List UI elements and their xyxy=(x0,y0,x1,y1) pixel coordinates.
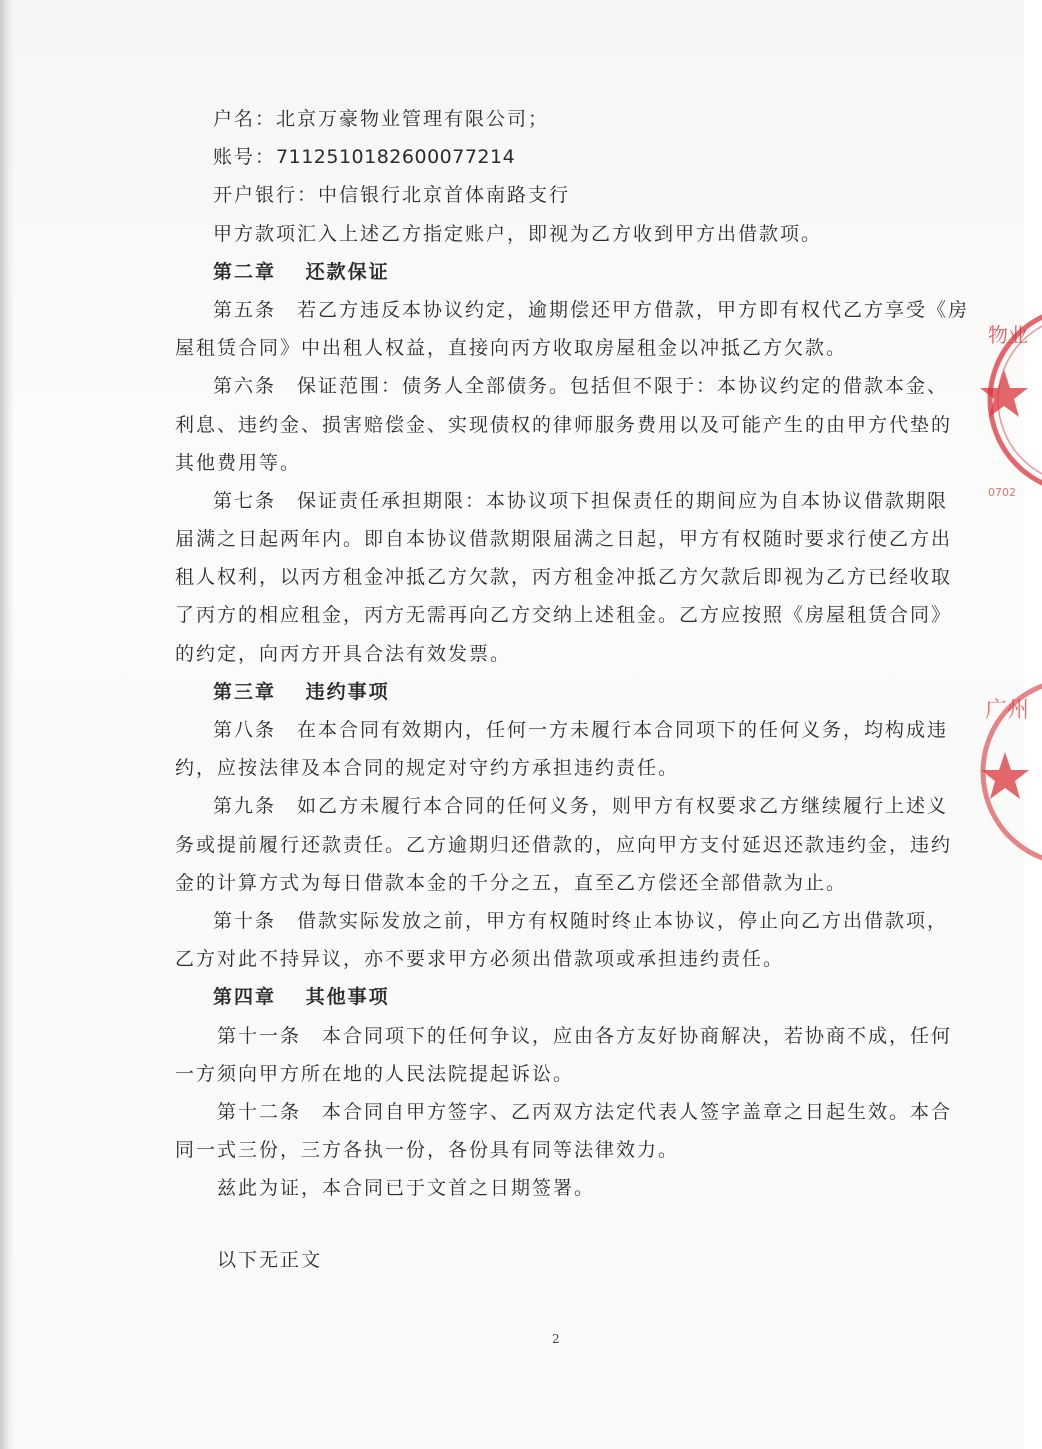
article-8-line: 第八条 在本合同有效期内，任何一方未履行本合同项下的任何义务，均构成违 xyxy=(213,719,949,741)
scan-edge-shadow xyxy=(0,0,14,1449)
chapter-2-heading: 第二章 还款保证 xyxy=(213,260,390,283)
receipt-clause: 甲方款项汇入上述乙方指定账户，即视为乙方收到甲方出借款项。 xyxy=(213,222,823,245)
article-7-line: 了丙方的相应租金，丙方无需再向乙方交纳上述租金。乙方应按照《房屋租赁合同》 xyxy=(175,604,953,627)
chapter-3-heading: 第三章 违约事项 xyxy=(213,680,390,703)
article-6-line: 其他费用等。 xyxy=(175,451,302,474)
article-11-line: 第十一条 本合同项下的任何争议，应由各方友好协商解决，若协商不成，任何 xyxy=(217,1024,953,1047)
company-seal-top xyxy=(982,300,1042,500)
article-10-line: 第十条 借款实际发放之前，甲方有权随时终止本协议，停止向乙方出借款项， xyxy=(213,909,949,932)
article-9-line: 第九条 如乙方未履行本合同的任何义务，则甲方有权要求乙方继续履行上述义 xyxy=(213,795,949,818)
account-number-line xyxy=(175,138,945,176)
article-9-line: 金的计算方式为每日借款本金的千分之五，直至乙方偿还全部借款为止。 xyxy=(175,871,848,894)
end-note: 以下无正文 xyxy=(217,1249,323,1272)
article-9-line: 务或提前履行还款责任。乙方逾期归还借款的，应向甲方支付延迟还款违约金，违约 xyxy=(175,833,953,856)
seal-star-icon xyxy=(981,752,1029,799)
seal-top-number: 0702 xyxy=(988,486,1016,499)
seal-bottom-text: 广州 xyxy=(985,698,1030,723)
article-11-line: 一方须向甲方所在地的人民法院提起诉讼。 xyxy=(175,1062,575,1085)
article-5-line: 屋租赁合同》中出租人权益，直接向丙方收取房屋租金以冲抵乙方欠款。 xyxy=(175,337,848,360)
account-number: 7112510182600077214 xyxy=(276,146,516,169)
chapter-4-heading: 第四章 其他事项 xyxy=(213,986,390,1009)
bank-line: 开户银行：中信银行北京首体南路支行 xyxy=(213,184,571,207)
article-7-line: 租人权利，以丙方租金冲抵乙方欠款，丙方租金冲抵乙方欠款后即视为乙方已经收取 xyxy=(175,566,953,589)
spacer xyxy=(175,1207,945,1241)
article-12-line: 第十二条 本合同自甲方签字、乙丙双方法定代表人签字盖章之日起生效。本合 xyxy=(217,1100,953,1123)
article-5-line: 第五条 若乙方违反本协议约定，逾期偿还甲方借款，甲方即有权代乙方享受《房 xyxy=(213,298,970,321)
article-7-line: 第七条 保证责任承担期限：本协议项下担保责任的期间应为自本协议借款期限 xyxy=(213,489,949,512)
article-7-line: 的约定，向丙方开具合法有效发票。 xyxy=(175,642,512,665)
article-7-line: 届满之日起两年内。即自本协议借款期限届满之日起，甲方有权随时要求行使乙方出 xyxy=(175,528,953,551)
article-6-line: 第六条 保证范围：债务人全部债务。包括但不限于：本协议约定的借款本金、 xyxy=(213,375,949,398)
article-8-line: 约，应按法律及本合同的规定对守约方承担违约责任。 xyxy=(175,757,680,780)
article-12-line: 同一式三份，三方各执一份，各份具有同等法律效力。 xyxy=(175,1139,680,1162)
article-10-line: 乙方对此不持异议，亦不要求甲方必须出借款项或承担违约责任。 xyxy=(175,948,785,971)
document-body xyxy=(175,100,970,1280)
account-name-line: 户名：北京万豪物业管理有限公司； xyxy=(213,108,550,130)
witness-clause: 兹此为证，本合同已于文首之日期签署。 xyxy=(217,1177,596,1200)
article-6-line: 利息、违约金、损害赔偿金、实现债权的律师服务费用以及可能产生的由甲方代垫的 xyxy=(175,413,953,436)
seal-star-icon xyxy=(980,370,1028,417)
account-number-label: 账号： xyxy=(213,146,277,169)
page-number: 2 xyxy=(552,1332,560,1346)
company-seal-bottom xyxy=(975,672,1035,872)
seal-top-text: 物业 xyxy=(988,323,1028,347)
